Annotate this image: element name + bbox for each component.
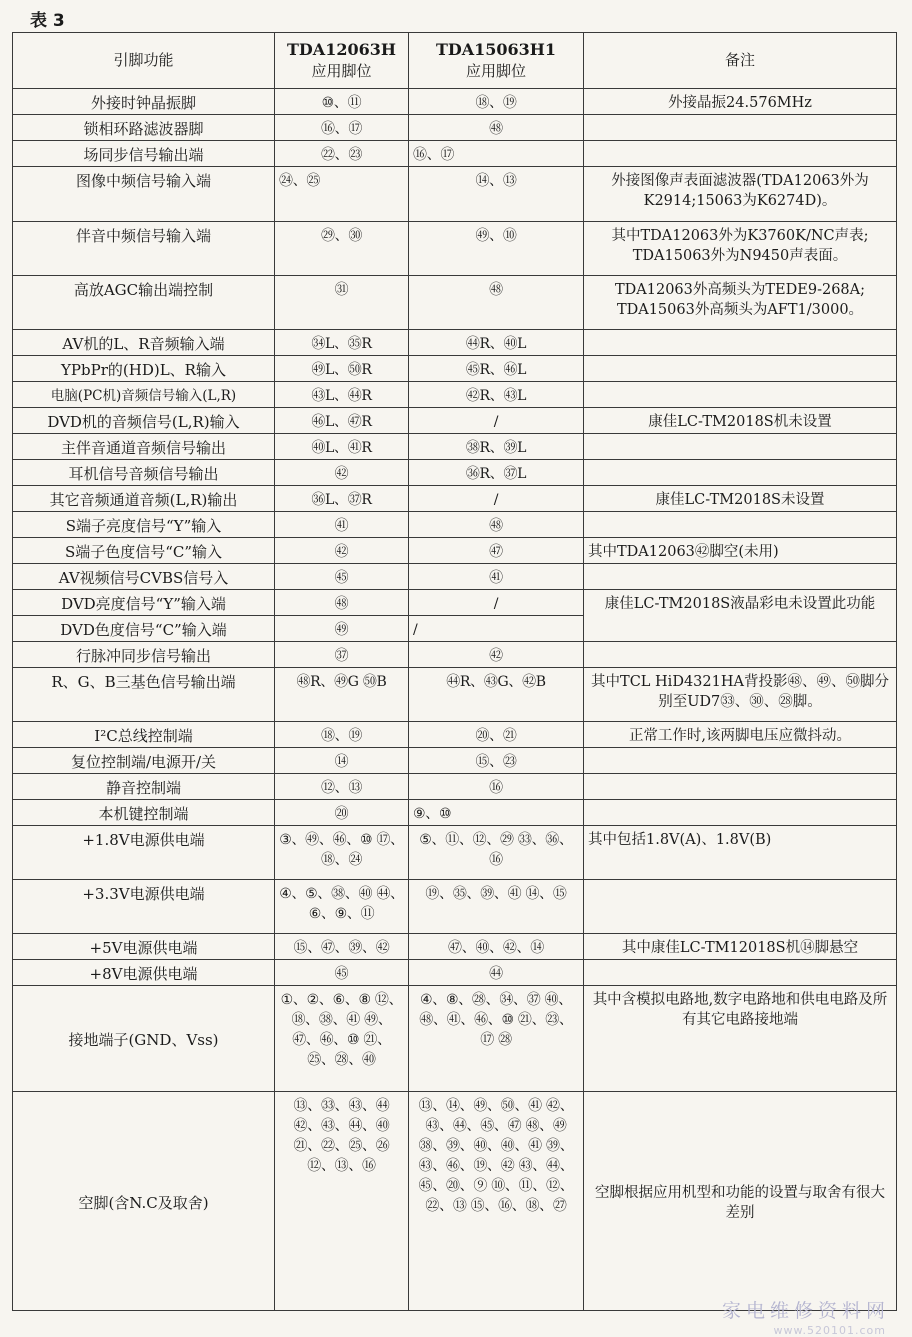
pin-function: 空脚(含N.C及取舍)	[13, 1092, 275, 1311]
pin-function: S端子色度信号“C”输入	[13, 538, 275, 564]
tda12063-pins: ㊺	[275, 960, 409, 986]
table-row	[13, 538, 897, 564]
tda12063-pins: ③、㊾、㊻、⑩ ⑰、⑱、㉔	[275, 826, 409, 880]
pin-function: 本机键控制端	[13, 800, 275, 826]
note: 其中包括1.8V(A)、1.8V(B)	[584, 826, 897, 880]
tda12063-pins: ㊾L、㊿R	[275, 356, 409, 382]
tda12063-pins: ㊻L、㊼R	[275, 408, 409, 434]
note	[584, 382, 897, 408]
pin-function: 接地端子(GND、Vss)	[13, 986, 275, 1092]
note: 其中TCL HiD4321HA背投影㊽、㊾、㊿脚分别至UD7㉝、㉚、㉘脚。	[584, 668, 897, 722]
pin-function: DVD亮度信号“Y”输入端	[13, 590, 275, 616]
tda15063-pins: ㊹R、㊸G、㊷B	[409, 668, 584, 722]
note: 康佳LC-TM2018S未设置	[584, 486, 897, 512]
note: 正常工作时,该两脚电压应微抖动。	[584, 722, 897, 748]
pin-function: AV视频信号CVBS信号入	[13, 564, 275, 590]
table-row	[13, 800, 897, 826]
tda15063-pins: ⑮、㉓	[409, 748, 584, 774]
tda12063-pins: ⑱、⑲	[275, 722, 409, 748]
tda12063-pins: ①、②、⑥、⑧ ⑫、⑱、㊳、㊶ ㊾、㊼、㊻、⑩ ㉑、㉕、㉘、㊵	[275, 986, 409, 1092]
tda12063-pins: ㉒、㉓	[275, 141, 409, 167]
table-row	[13, 826, 897, 880]
table-row	[13, 460, 897, 486]
tda15063-pins: /	[409, 486, 584, 512]
table-row	[13, 115, 897, 141]
tda12063-pins: ㉙、㉚	[275, 222, 409, 276]
pin-function: 锁相环路滤波器脚	[13, 115, 275, 141]
tda15063-pins: ㊷R、㊸L	[409, 382, 584, 408]
tda12063-pins: ㊵L、㊶R	[275, 434, 409, 460]
tda15063-pins: ㊹R、㊵L	[409, 330, 584, 356]
pin-function: 行脉冲同步信号输出	[13, 642, 275, 668]
tda15063-pins: ⑯	[409, 774, 584, 800]
note	[584, 880, 897, 934]
tda15063-pins: /	[409, 616, 584, 642]
tda12063-pins: ⑫、⑬	[275, 774, 409, 800]
tda15063-pins: ㊹	[409, 960, 584, 986]
note: 外接图像声表面滤波器(TDA12063外为K2914;15063为K6274D)。	[584, 167, 897, 222]
tda15063-pins: ㊽	[409, 512, 584, 538]
header-tda15063: TDA15063H1 应用脚位	[409, 33, 584, 89]
tda15063-pins: ㊺R、㊻L	[409, 356, 584, 382]
table-row	[13, 330, 897, 356]
tda12063-pins: ㊶	[275, 512, 409, 538]
table-row	[13, 141, 897, 167]
pin-function: DVD色度信号“C”输入端	[13, 616, 275, 642]
tda12063-pins: ㊷	[275, 460, 409, 486]
tda12063-pins: ㉛	[275, 276, 409, 330]
pin-function: 伴音中频信号输入端	[13, 222, 275, 276]
tda15063-pins: ⑯、⑰	[409, 141, 584, 167]
note: 其中康佳LC-TM12018S机⑭脚悬空	[584, 934, 897, 960]
note: 空脚根据应用机型和功能的设置与取舍有很大差别	[584, 1092, 897, 1311]
pin-function: 高放AGC输出端控制	[13, 276, 275, 330]
header-note: 备注	[584, 33, 897, 89]
pin-function: YPbPr的(HD)L、R输入	[13, 356, 275, 382]
tda15063-pins: ㊽	[409, 276, 584, 330]
tda15063-pins: ㊶	[409, 564, 584, 590]
pin-function: S端子亮度信号“Y”输入	[13, 512, 275, 538]
pin-function: 电脑(PC机)音频信号输入(L,R)	[13, 382, 275, 408]
tda15063-pins: ㊽	[409, 115, 584, 141]
tda15063-pins: ⑭、⑬	[409, 167, 584, 222]
tda15063-pins: /	[409, 590, 584, 616]
table-row	[13, 356, 897, 382]
tda12063-pins: ㊾	[275, 616, 409, 642]
pin-function: 耳机信号音频信号输出	[13, 460, 275, 486]
pin-function: +3.3V电源供电端	[13, 880, 275, 934]
note: 其中TDA12063㊷脚空(未用)	[584, 538, 897, 564]
tda15063-pins: ⑨、⑩	[409, 800, 584, 826]
note	[584, 115, 897, 141]
note: TDA12063外高频头为TEDE9-268A; TDA15063外高频头为AFT1/3000。	[584, 276, 897, 330]
table-row	[13, 486, 897, 512]
table-row	[13, 986, 897, 1092]
table-row	[13, 512, 897, 538]
note	[584, 960, 897, 986]
pin-function: R、G、B三基色信号输出端	[13, 668, 275, 722]
table-row	[13, 382, 897, 408]
tda12063-pins: ㊺	[275, 564, 409, 590]
tda12063-pins: ⑮、㊼、㊴、㊷	[275, 934, 409, 960]
note	[584, 642, 897, 668]
tda15063-pins: ㊾、⑩	[409, 222, 584, 276]
table-row	[13, 748, 897, 774]
note	[584, 434, 897, 460]
note: 康佳LC-TM2018S机未设置	[584, 408, 897, 434]
table-row	[13, 774, 897, 800]
table-row	[13, 934, 897, 960]
note	[584, 748, 897, 774]
note: 康佳LC-TM2018S液晶彩电未设置此功能	[584, 590, 897, 642]
table-row	[13, 590, 897, 616]
pin-function: 主伴音通道音频信号输出	[13, 434, 275, 460]
tda15063-pins: ㊼	[409, 538, 584, 564]
pin-function: 场同步信号输出端	[13, 141, 275, 167]
pin-function: 静音控制端	[13, 774, 275, 800]
tda12063-pins: ㊽	[275, 590, 409, 616]
pin-function: +5V电源供电端	[13, 934, 275, 960]
tda12063-pins: ㊱L、㊲R	[275, 486, 409, 512]
tda12063-pins: ㊽R、㊾G ㊿B	[275, 668, 409, 722]
tda15063-pins: ㊱R、㊲L	[409, 460, 584, 486]
tda15063-pins: ⑤、⑪、⑫、㉙ ㉝、㊱、⑯	[409, 826, 584, 880]
pin-function: +1.8V电源供电端	[13, 826, 275, 880]
watermark-url: www.520101.com	[773, 1324, 886, 1337]
note	[584, 141, 897, 167]
pin-function: 图像中频信号输入端	[13, 167, 275, 222]
table-row	[13, 167, 897, 222]
tda12063-pins: ㉞L、㉟R	[275, 330, 409, 356]
note: 其中含模拟电路地,数字电路地和供电电路及所有其它电路接地端	[584, 986, 897, 1092]
table-row	[13, 89, 897, 115]
pin-function: 复位控制端/电源开/关	[13, 748, 275, 774]
note	[584, 330, 897, 356]
pin-function: DVD机的音频信号(L,R)输入	[13, 408, 275, 434]
table-caption: 表 3	[30, 11, 65, 31]
note	[584, 460, 897, 486]
tda12063-pins: ㊲	[275, 642, 409, 668]
tda12063-pins: ⑬、㉝、㊸、㊹ ㊷、㊸、㊹、㊵ ㉑、㉒、㉕、㉖ ⑫、⑬、⑯	[275, 1092, 409, 1311]
tda15063-pins: /	[409, 408, 584, 434]
note	[584, 356, 897, 382]
tda12063-pins: ④、⑤、㊳、㊵ ㊹、⑥、⑨、⑪	[275, 880, 409, 934]
note	[584, 564, 897, 590]
table-row	[13, 642, 897, 668]
note: 外接晶振24.576MHz	[584, 89, 897, 115]
tda15063-pins: ㊼、㊵、㊷、⑭	[409, 934, 584, 960]
tda12063-pins: ⑩、⑪	[275, 89, 409, 115]
pin-function: I²C总线控制端	[13, 722, 275, 748]
pin-function: 外接时钟晶振脚	[13, 89, 275, 115]
pin-function-table	[12, 32, 897, 1311]
tda15063-pins: ⑳、㉑	[409, 722, 584, 748]
tda15063-pins: ㊷	[409, 642, 584, 668]
pin-function: 其它音频通道音频(L,R)输出	[13, 486, 275, 512]
table-row	[13, 880, 897, 934]
table-row	[13, 434, 897, 460]
table-row	[13, 960, 897, 986]
tda12063-pins: ⑯、⑰	[275, 115, 409, 141]
tda12063-pins: ㊷	[275, 538, 409, 564]
tda15063-pins: ⑱、⑲	[409, 89, 584, 115]
table-row	[13, 1092, 897, 1311]
tda15063-pins: ㊳R、㊴L	[409, 434, 584, 460]
pin-function: AV机的L、R音频输入端	[13, 330, 275, 356]
header-function: 引脚功能	[13, 33, 275, 89]
tda15063-pins: ⑬、⑭、㊾、㊿、㊶ ㊷、㊸、㊹、㊺、㊼ ㊽、㊾ ㊳、㊴、㊵、㊵、㊶ ㊴、㊸、㊻、⑲、㊷ ㊸、㊹、㊺、⑳、⑨ ⑩、⑪、⑫、㉒、⑬ ⑮、⑯、⑱、㉗	[409, 1092, 584, 1311]
table-row	[13, 408, 897, 434]
tda15063-pins: ④、⑧、㉘、㉞、㊲ ㊵、㊽、㊶、㊻、⑩ ㉑、㉓、⑰ ㉘	[409, 986, 584, 1092]
tda15063-pins: ⑲、㉟、㊴、㊶ ⑭、⑮	[409, 880, 584, 934]
note	[584, 512, 897, 538]
pin-function: +8V电源供电端	[13, 960, 275, 986]
table-row	[13, 722, 897, 748]
table-row	[13, 668, 897, 722]
tda12063-pins: ⑭	[275, 748, 409, 774]
watermark-site-name: 家电维修资料网	[721, 1300, 890, 1322]
header-row	[13, 33, 897, 89]
tda12063-pins: ㊸L、㊹R	[275, 382, 409, 408]
table-row	[13, 276, 897, 330]
tda12063-pins: ⑳	[275, 800, 409, 826]
note: 其中TDA12063外为K3760K/NC声表; TDA15063外为N9450声表面。	[584, 222, 897, 276]
header-tda12063: TDA12063H 应用脚位	[275, 33, 409, 89]
note	[584, 774, 897, 800]
tda12063-pins: ㉔、㉕	[275, 167, 409, 222]
table-row	[13, 222, 897, 276]
note	[584, 800, 897, 826]
table-row	[13, 564, 897, 590]
